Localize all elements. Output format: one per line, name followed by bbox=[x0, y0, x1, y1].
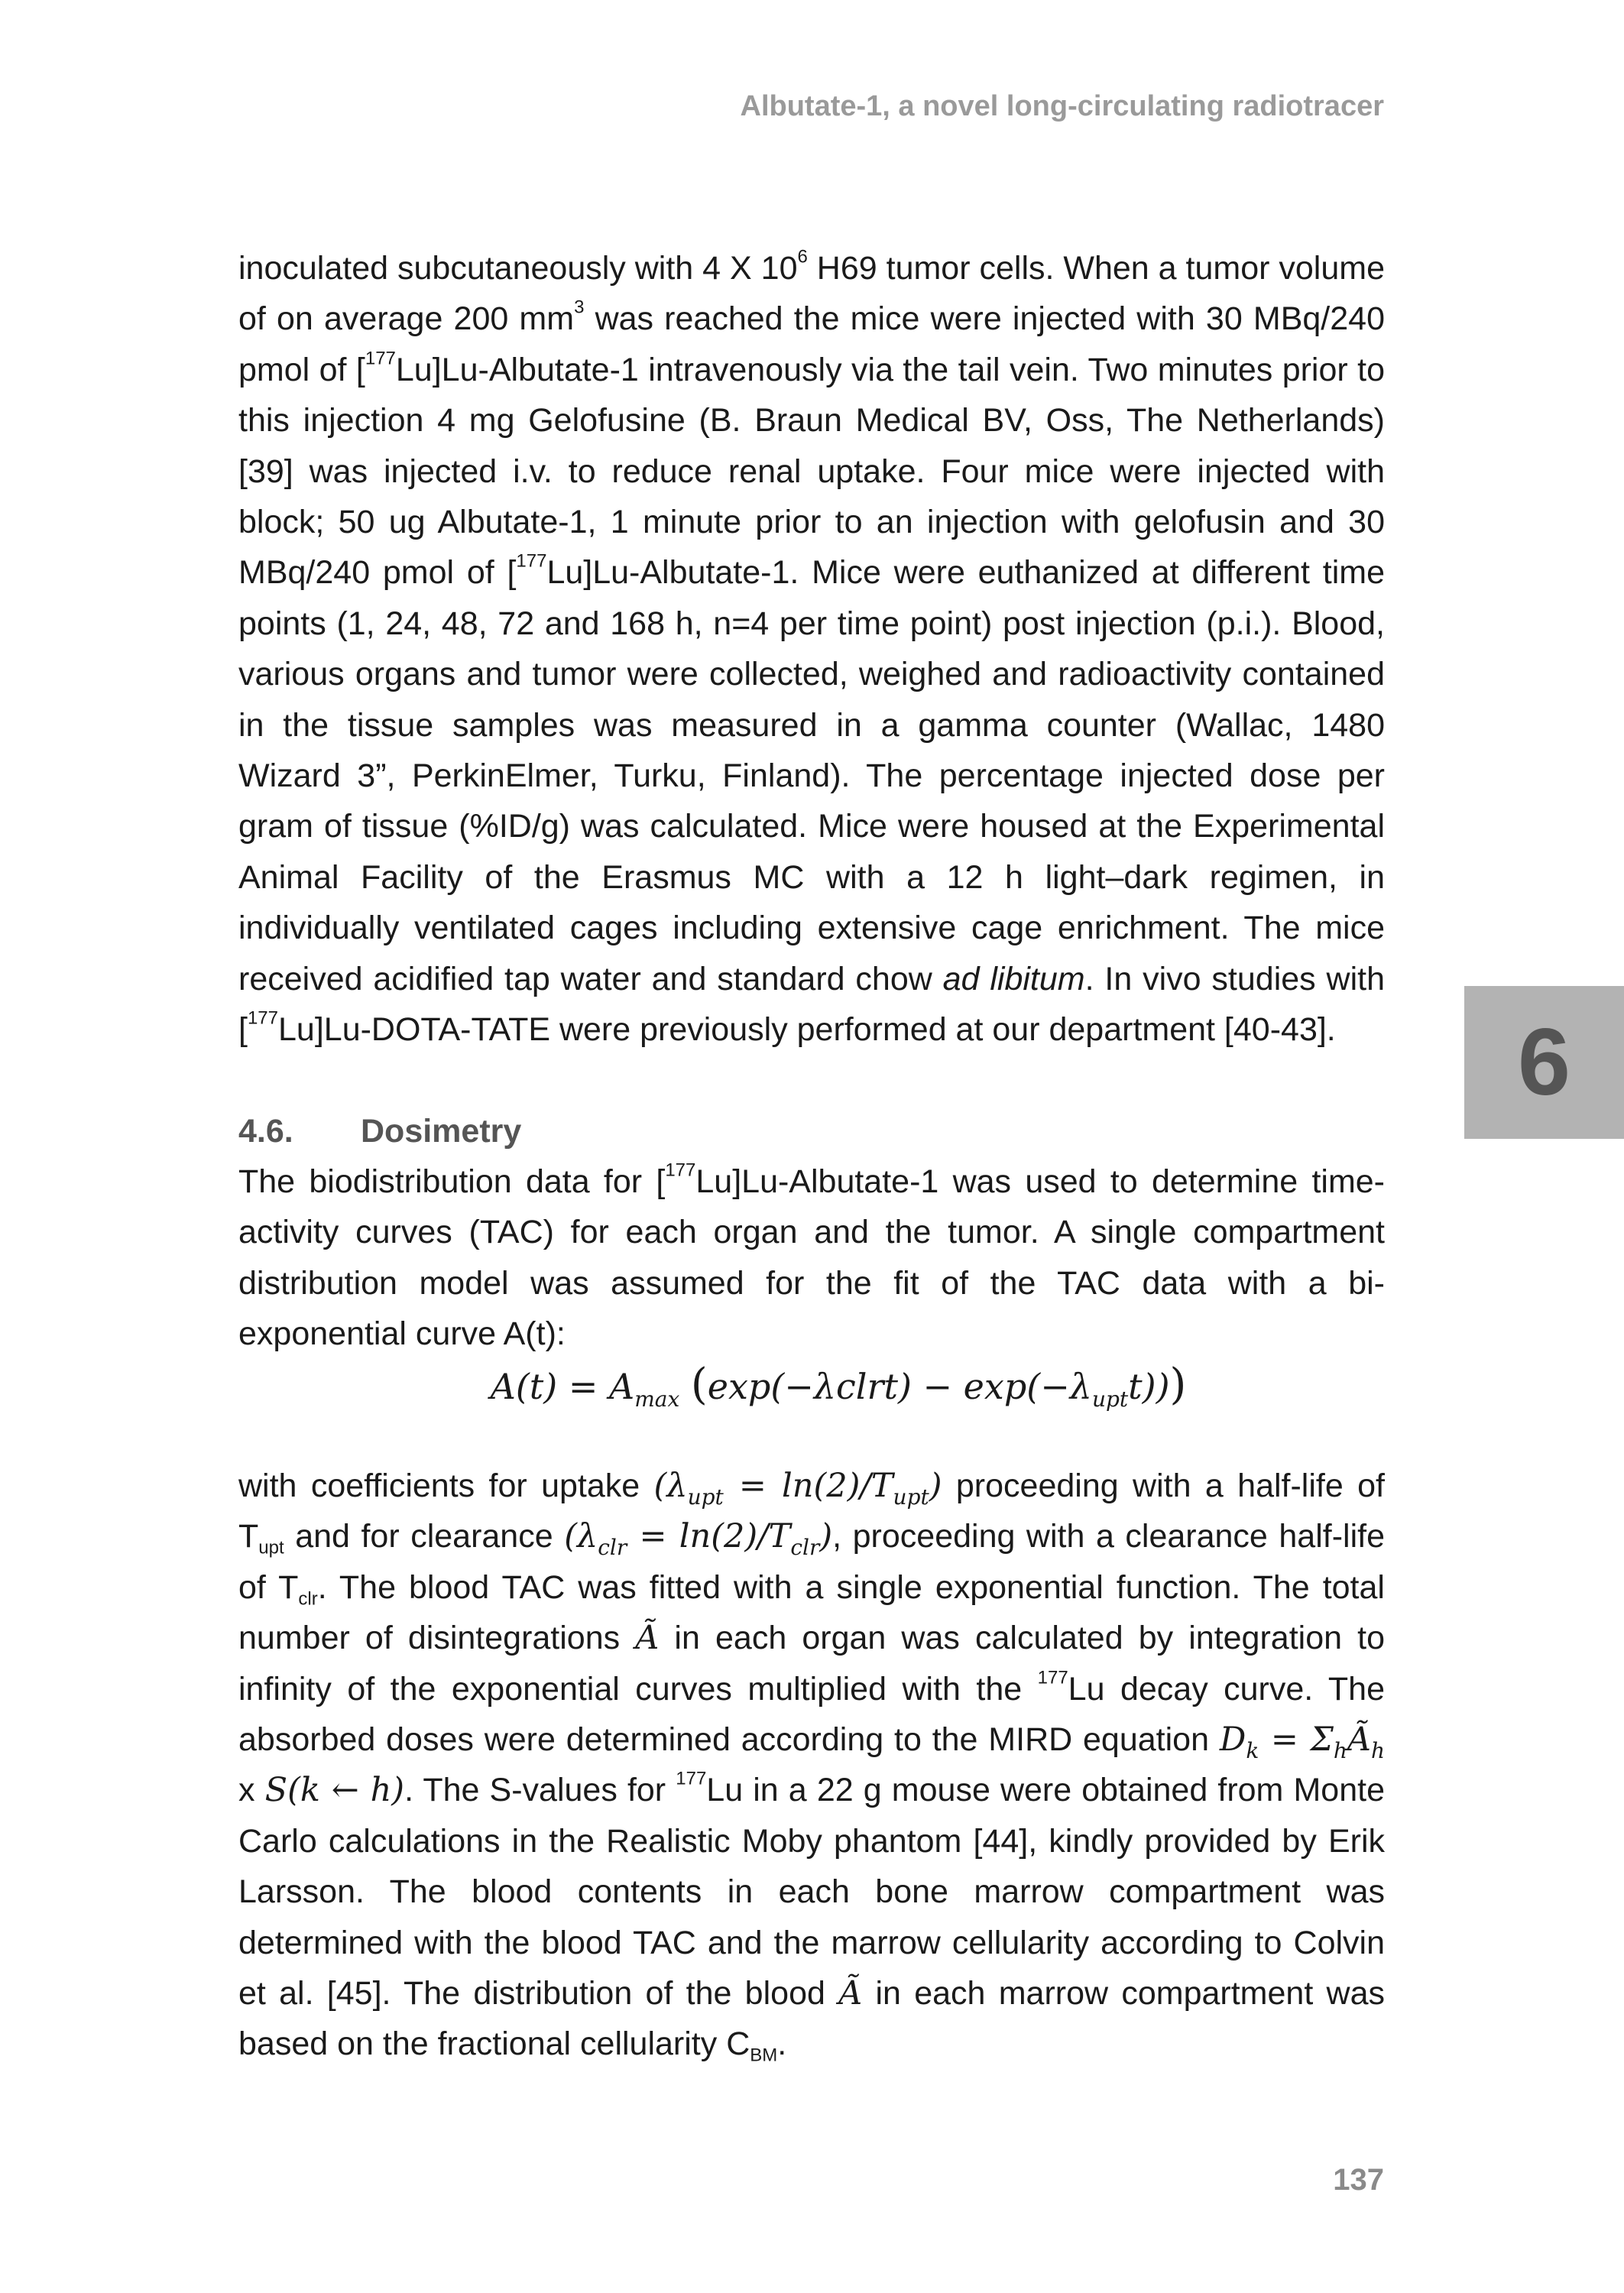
inline-math: S(k ← h) bbox=[264, 1771, 405, 1810]
subscript: clr bbox=[598, 1535, 627, 1561]
text-run: , proceeding with a clearance half-life of T bbox=[238, 1518, 1385, 1606]
math-run: ) bbox=[929, 1466, 942, 1505]
equation-term: exp(−λclrt) − exp(−λ bbox=[707, 1365, 1092, 1407]
text-run: in each organ was calculated by integration to infinity of the exponential curves multiplied with the bbox=[238, 1620, 1385, 1708]
text-run: inoculated subcutaneously with 4 X 10 bbox=[238, 250, 798, 287]
subscript: upt bbox=[1091, 1386, 1129, 1412]
text-run: . In vivo studies with [ bbox=[238, 960, 1385, 1049]
subscript: upt bbox=[258, 1537, 284, 1558]
text-run: with coefficients for uptake bbox=[238, 1467, 654, 1504]
inline-math bbox=[653, 1466, 942, 1510]
text-run: . bbox=[777, 2025, 787, 2063]
inline-math: Ã bbox=[635, 1619, 660, 1658]
subscript: BM bbox=[750, 2045, 778, 2066]
section-title: Dosimetry bbox=[361, 1112, 522, 1150]
subscript: h bbox=[1370, 1737, 1385, 1763]
math-run: Ã bbox=[1347, 1720, 1371, 1759]
math-run: (λ bbox=[564, 1517, 598, 1556]
dosimetry-paragraph-method bbox=[238, 1461, 1385, 2070]
superscript: 177 bbox=[516, 550, 547, 572]
math-run: (λ bbox=[653, 1466, 688, 1505]
text-run: x bbox=[238, 1772, 265, 1809]
text-run: H69 tumor cells. When a tumor volume of on average 200 mm bbox=[238, 250, 1386, 338]
inline-math bbox=[1219, 1720, 1385, 1763]
running-head: Albutate-1, a novel long-circulating radiotracer bbox=[740, 90, 1384, 122]
methods-paragraph-animals bbox=[238, 243, 1385, 1056]
superscript: 3 bbox=[574, 297, 585, 318]
page-content bbox=[238, 243, 1385, 2070]
math-run: D bbox=[1219, 1720, 1246, 1759]
superscript: 177 bbox=[676, 1768, 707, 1789]
subscript: clr bbox=[298, 1588, 318, 1610]
text-run: Lu in a 22 g mouse were obtained from Monte Carlo calculations in the Realistic Moby phantom [44], kindly provided by Erik Larsson. The blood contents in each bone marrow compartment was determined with the blood TAC and the marrow cellularity according to Colvin et al. [45]. The distribution of the blood bbox=[238, 1772, 1385, 2012]
subscript: upt bbox=[687, 1484, 724, 1510]
equation-lhs: A(t) = A bbox=[490, 1365, 635, 1407]
dosimetry-paragraph-intro bbox=[238, 1156, 1385, 1360]
text-run: Lu]Lu-Albutate-1 was used to determine time-activity curves (TAC) for each organ and the tumor. A single compartment distribution model was assumed for the fit of the TAC data with a bi-exponential curve A(t): bbox=[238, 1163, 1386, 1353]
text-run: . The blood TAC was fitted with a single exponential function. The total number of disintegrations bbox=[238, 1568, 1385, 1657]
text-run: was reached the mice were injected with 30 MBq/240 pmol of [ bbox=[238, 300, 1385, 388]
text-run: Lu decay curve. The absorbed doses were determined according to the MIRD equation bbox=[238, 1670, 1386, 1758]
subscript: upt bbox=[893, 1484, 929, 1510]
italic-text: ad libitum bbox=[942, 960, 1085, 997]
text-run: Lu]Lu-Albutate-1 intravenously via the tail vein. Two minutes prior to this injection 4 mg Gelofusine (B. Braun Medical BV, Oss, The Netherlands) [39] was injected i.v. to reduce renal uptake. Four mice were injected with block; 50 ug Albutate-1, 1 minute prior to an injection with gelofusin and 30 MBq/240 pmol of [ bbox=[238, 351, 1385, 592]
text-run: The biodistribution data for [ bbox=[238, 1163, 666, 1200]
math-run: = Σ bbox=[1259, 1720, 1334, 1759]
text-run: and for clearance bbox=[284, 1518, 565, 1555]
math-run: = ln(2)/T bbox=[627, 1517, 791, 1556]
text-run: proceeding with a half-life of T bbox=[238, 1467, 1385, 1555]
subscript: h bbox=[1333, 1737, 1347, 1763]
text-run: in each marrow compartment was based on the fractional cellularity C bbox=[238, 1974, 1385, 2063]
section-number: 4.6. bbox=[238, 1112, 293, 1150]
math-run: ) bbox=[819, 1517, 833, 1556]
text-run: Lu]Lu-Albutate-1. Mice were euthanized at different time points (1, 24, 48, 72 and 168 h, n=4 per time point) post injection (p.i.). Blood, various organs and tumor were collected, weighed and radioactivity contained in the tissue samples was measured in a gamma counter (Wallac, 1480 Wizard 3”, PerkinElmer, Turku, Finland). The percentage injected dose per gram of tissue (%ID/g) was calculated. Mice were housed at the Experimental Animal Facility of the Erasmus MC with a 12 h light–dark regimen, in individually ventilated cages including extensive cage enrichment. The mice received acidified tap water and standard chow bbox=[238, 554, 1385, 997]
subscript: max bbox=[634, 1386, 680, 1412]
math-run: = ln(2)/T bbox=[723, 1466, 893, 1505]
superscript: 177 bbox=[365, 348, 396, 369]
chapter-tab: 6 bbox=[1464, 986, 1624, 1139]
equation-paren-open: ( bbox=[690, 1359, 708, 1409]
inline-math bbox=[564, 1517, 833, 1561]
superscript: 177 bbox=[1037, 1666, 1068, 1688]
text-run: . The S-values for bbox=[404, 1772, 676, 1809]
superscript: 177 bbox=[665, 1159, 696, 1181]
text-run: Lu]Lu-DOTA-TATE were previously performed at our department [40-43]. bbox=[278, 1011, 1336, 1049]
bi-exponential-equation bbox=[238, 1360, 1385, 1410]
equation-term: t)) bbox=[1128, 1365, 1170, 1407]
superscript: 6 bbox=[797, 246, 808, 268]
superscript: 177 bbox=[247, 1007, 278, 1029]
page-number: 137 bbox=[1333, 2163, 1384, 2197]
section-heading bbox=[238, 1106, 1385, 1156]
subscript: clr bbox=[790, 1535, 820, 1561]
inline-math: Ã bbox=[838, 1974, 863, 2012]
subscript: k bbox=[1246, 1737, 1259, 1763]
equation-paren-close: ) bbox=[1169, 1359, 1187, 1409]
